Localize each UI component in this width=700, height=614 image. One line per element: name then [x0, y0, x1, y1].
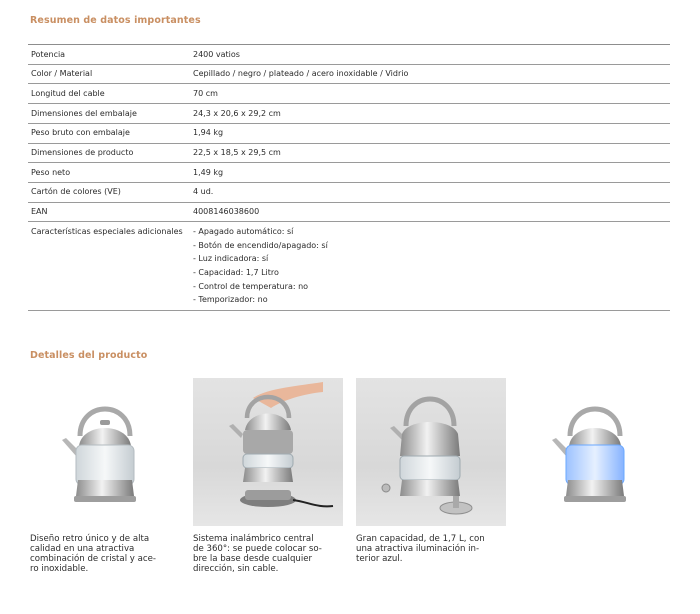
spec-row-gross-weight — [28, 124, 670, 144]
feature-item: - Botón de encendido/apagado: sí — [193, 240, 328, 250]
spec-label: Dimensiones del embalaje — [31, 108, 137, 118]
feature-item: - Temporizador: no — [193, 295, 268, 305]
product-caption: Sistema inalámbrico central de 360°: se puede colocar so- bre la base desde cualquier dirección, sin cable. — [193, 534, 322, 574]
spec-value: 2400 vatios — [193, 49, 240, 59]
product-photo-blue-light — [520, 378, 670, 526]
spec-row-ean — [28, 203, 670, 223]
spec-value: Cepillado / negro / plateado / acero inoxidable / Vidrio — [193, 69, 409, 79]
feature-item: - Control de temperatura: no — [193, 281, 309, 291]
feature-item: - Capacidad: 1,7 Litro — [193, 267, 279, 277]
spec-row-net-weight — [28, 163, 670, 183]
product-card — [356, 378, 506, 564]
spec-row-package-dimensions — [28, 104, 670, 124]
features-list — [193, 222, 670, 310]
summary-section-title: Resumen de datos importantes — [30, 15, 201, 26]
spec-row-features — [28, 222, 670, 311]
spec-label: Potencia — [31, 49, 66, 59]
product-photo-open-lid — [356, 378, 506, 526]
spec-value: 24,3 x 20,6 x 29,2 cm — [193, 108, 281, 118]
spec-value: 4008146038600 — [193, 207, 260, 217]
spec-row-carton — [28, 183, 670, 203]
product-photo-cordless-base — [193, 378, 343, 526]
spec-row-cable-length — [28, 84, 670, 104]
product-card — [520, 378, 670, 526]
spec-label: Dimensiones de producto — [31, 148, 134, 158]
spec-label: Cartón de colores (VE) — [31, 187, 121, 197]
spec-value: 1,94 kg — [193, 128, 224, 138]
product-caption: Diseño retro único y de alta calidad en una atractiva combinación de cristal y ace- ro inoxidable. — [30, 534, 157, 574]
spec-value: 22,5 x 18,5 x 29,5 cm — [193, 148, 281, 158]
spec-value: 70 cm — [193, 88, 218, 98]
specs-table — [28, 44, 670, 311]
spec-label: Color / Material — [31, 69, 93, 79]
product-caption: Gran capacidad, de 1,7 L, con una atractiva iluminación in- terior azul. — [356, 534, 485, 564]
spec-label: Longitud del cable — [31, 88, 105, 98]
spec-row-power — [28, 45, 670, 65]
product-card — [30, 378, 180, 574]
details-section-title: Detalles del producto — [30, 350, 148, 361]
spec-row-color-material — [28, 65, 670, 85]
spec-label: Características especiales adicionales — [31, 226, 183, 236]
spec-row-product-dimensions — [28, 144, 670, 164]
spec-value: 1,49 kg — [193, 167, 224, 177]
feature-item: - Apagado automático: sí — [193, 226, 294, 236]
product-card — [193, 378, 343, 574]
spec-label: Peso neto — [31, 167, 71, 177]
spec-value: 4 ud. — [193, 187, 214, 197]
spec-label: Peso bruto con embalaje — [31, 128, 130, 138]
product-photo-glass-kettle — [30, 378, 180, 526]
spec-label: EAN — [31, 207, 48, 217]
feature-item: - Luz indicadora: sí — [193, 254, 269, 264]
